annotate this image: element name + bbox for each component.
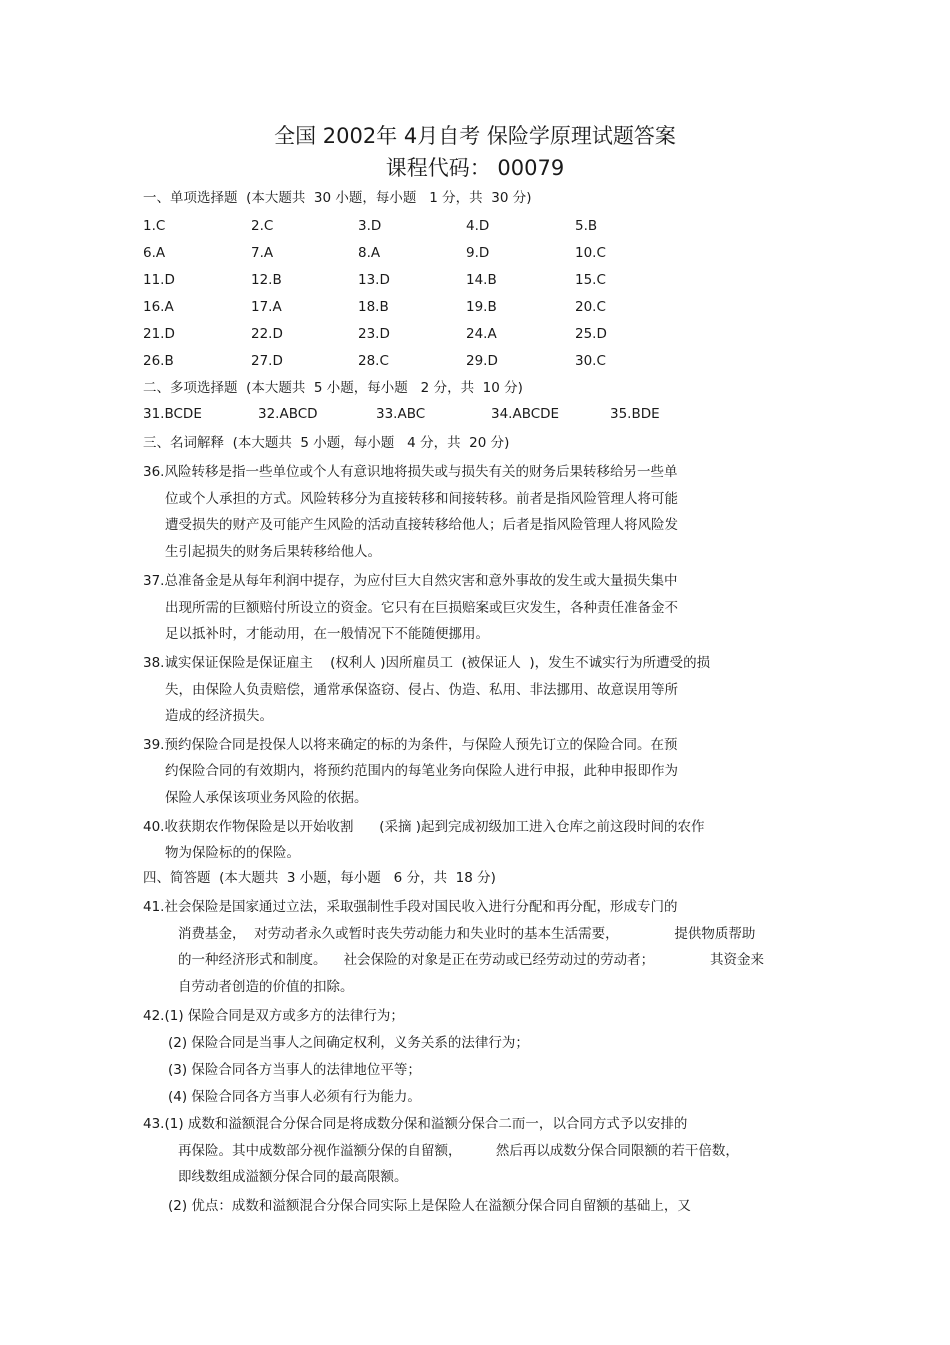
answer-item: 23.D	[358, 326, 390, 342]
answer-item: 33.ABC	[376, 406, 426, 422]
section4-heading: 四、简答题 (本大题共 3 小题，每小题 6 分，共 18 分)	[143, 870, 496, 886]
answer-38-line: 造成的经济损失。	[165, 708, 273, 724]
section3-heading: 三、名词解释 (本大题共 5 小题，每小题 4 分，共 20 分)	[143, 435, 510, 451]
answer-39-line: 39.预约保险合同是投保人以将来确定的标的为条件，与保险人预先订立的保险合同。在预	[143, 737, 678, 753]
answer-37-line: 37.总准备金是从每年利润中提存，为应付巨大自然灾害和意外事故的发生或大量损失集中	[143, 573, 678, 589]
answer-41-line: 41.社会保险是国家通过立法，采取强制性手段对国民收入进行分配和再分配，形成专门的	[143, 899, 678, 915]
answer-43-line: 43.(1) 成数和溢额混合分保合同是将成数分保和溢额分保合二而一，以合同方式予以安排的	[143, 1116, 688, 1132]
answer-item: 34.ABCDE	[491, 406, 560, 422]
answer-item: 2.C	[251, 218, 274, 234]
answer-item: 20.C	[575, 299, 606, 315]
answer-43-line: 再保险。其中成数部分视作溢额分保的自留额， 然后再以成数分保合同限额的若干倍数，	[178, 1143, 739, 1159]
answer-item: 29.D	[466, 353, 498, 369]
answer-item: 28.C	[358, 353, 389, 369]
answer-item: 7.A	[251, 245, 274, 261]
answer-42-line: (3) 保险合同各方当事人的法律地位平等；	[168, 1062, 421, 1078]
answer-item: 15.C	[575, 272, 606, 288]
answer-item: 1.C	[143, 218, 166, 234]
answer-43-line: 即线数组成溢额分保合同的最高限额。	[178, 1169, 408, 1185]
answer-item: 35.BDE	[610, 406, 660, 422]
answer-item: 26.B	[143, 353, 174, 369]
answer-43-line: (2) 优点：成数和溢额混合分保合同实际上是保险人在溢额分保合同自留额的基础上，又	[168, 1198, 691, 1214]
answer-42-line: (2) 保险合同是当事人之间确定权利，义务关系的法律行为；	[168, 1035, 529, 1051]
answer-item: 9.D	[466, 245, 490, 261]
answer-36-line: 生引起损失的财务后果转移给他人。	[165, 544, 381, 560]
answer-36-line: 遭受损失的财产及可能产生风险的活动直接转移给他人；后者是指风险管理人将风险发	[165, 517, 678, 533]
answer-41-line: 自劳动者创造的价值的扣除。	[178, 979, 354, 995]
answer-item: 4.D	[466, 218, 490, 234]
answer-item: 21.D	[143, 326, 175, 342]
answer-item: 31.BCDE	[143, 406, 202, 422]
answer-38-line: 失，由保险人负责赔偿，通常承保盗窃、侵占、伪造、私用、非法挪用、故意误用等所	[165, 682, 678, 698]
answer-item: 22.D	[251, 326, 283, 342]
answer-item: 14.B	[466, 272, 497, 288]
answer-40-line: 40.收获期农作物保险是以开始收割 (采摘 )起到完成初级加工进入仓库之前这段时间的农作	[143, 819, 705, 835]
answer-41-line: 的一种经济形式和制度。 社会保险的对象是正在劳动或已经劳动过的劳动者； 其资金来	[178, 952, 764, 968]
answer-item: 10.C	[575, 245, 606, 261]
answer-item: 5.B	[575, 218, 598, 234]
answer-item: 8.A	[358, 245, 381, 261]
answer-41-line: 消费基金， 对劳动者永久或暂时丧失劳动能力和失业时的基本生活需要， 提供物质帮助	[178, 926, 756, 942]
answer-item: 17.A	[251, 299, 282, 315]
document-title: 全国 2002年 4月自考 保险学原理试题答案	[274, 124, 676, 148]
answer-item: 3.D	[358, 218, 382, 234]
answer-37-line: 足以抵补时，才能动用，在一般情况下不能随便挪用。	[165, 626, 489, 642]
answer-item: 12.B	[251, 272, 282, 288]
answer-37-line: 出现所需的巨额赔付所设立的资金。它只有在巨损赔案或巨灾发生，各种责任准备金不	[165, 600, 678, 616]
answer-36-line: 位或个人承担的方式。风险转移分为直接转移和间接转移。前者是指风险管理人将可能	[165, 491, 678, 507]
answer-42-line: 42.(1) 保险合同是双方或多方的法律行为；	[143, 1008, 404, 1024]
answer-item: 25.D	[575, 326, 607, 342]
answer-item: 19.B	[466, 299, 497, 315]
answer-item: 30.C	[575, 353, 606, 369]
answer-40-line: 物为保险标的的保险。	[165, 845, 300, 861]
answer-item: 6.A	[143, 245, 166, 261]
answer-item: 24.A	[466, 326, 497, 342]
answer-42-line: (4) 保险合同各方当事人必须有行为能力。	[168, 1089, 421, 1105]
answer-item: 18.B	[358, 299, 389, 315]
answer-item: 11.D	[143, 272, 175, 288]
answer-36-line: 36.风险转移是指一些单位或个人有意识地将损失或与损失有关的财务后果转移给另一些单	[143, 464, 678, 480]
answer-item: 13.D	[358, 272, 390, 288]
course-code: 课程代码： 00079	[385, 156, 565, 180]
section1-heading: 一、单项选择题 (本大题共 30 小题，每小题 1 分，共 30 分)	[143, 190, 532, 206]
answer-item: 16.A	[143, 299, 174, 315]
answer-item: 27.D	[251, 353, 283, 369]
answer-38-line: 38.诚实保证保险是保证雇主 (权利人 )因所雇员工 (被保证人 )，发生不诚实行为所遭受的损	[143, 655, 711, 671]
answer-item: 32.ABCD	[258, 406, 318, 422]
answer-39-line: 约保险合同的有效期内，将预约范围内的每笔业务向保险人进行申报，此种申报即作为	[165, 763, 678, 779]
answer-39-line: 保险人承保该项业务风险的依据。	[165, 790, 368, 806]
section2-heading: 二、多项选择题 (本大题共 5 小题，每小题 2 分，共 10 分)	[143, 380, 523, 396]
